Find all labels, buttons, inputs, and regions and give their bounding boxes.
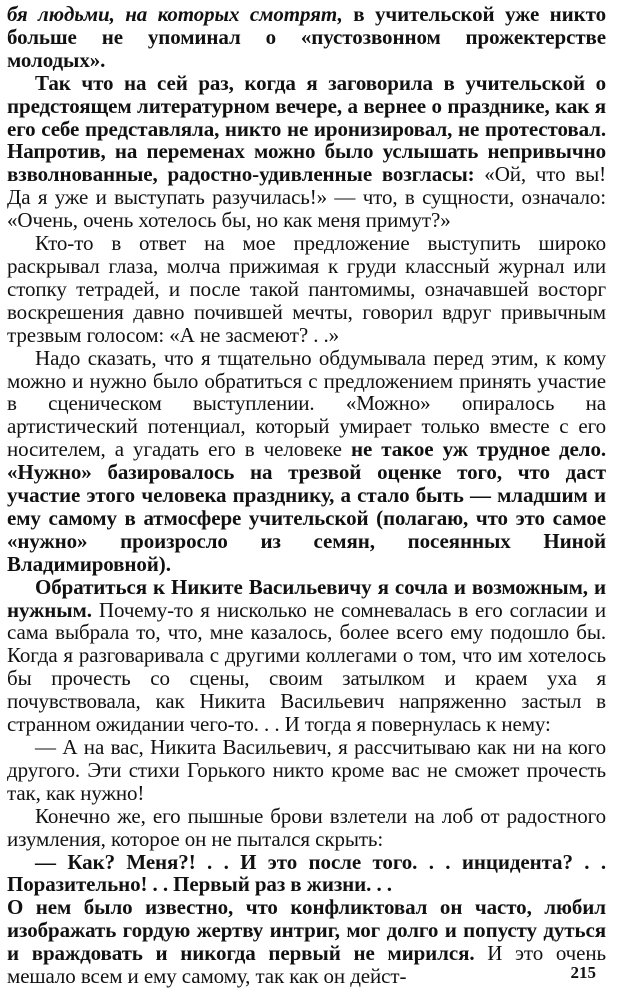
paragraph: [7, 232, 606, 347]
text-segment: Почему-то я нисколько не сомневалась в его согласии и сама выбрала то, что, мне казалось, более всего ему подошло бы. Когда я разговаривала с другими коллегами о том, что им хотелось бы прочесть со сцены, своим затылком и краем уха я почувствовала, как Никита Васильевич напряженно застыл в странном ожидании чего-то. . . И тогда я повернулась к нему:: [7, 597, 606, 737]
text-segment: не такое уж трудное дело. «Нужно» базировалось на трезвой оценке того, что даст участие этого человека празднику, а стало быть — младшим и ему самому в атмосфере учительской (полагаю, что это самое «нужно» произросло из семян, посеянных Ниной Владимировной).: [7, 437, 606, 576]
text-segment: О нем было известно, что конфликтовал он часто, любил изображать гордую жертву интриг, мог долго и попусту дуться и враждовать и никогда первый не мирился.: [7, 895, 606, 966]
body-text: [7, 3, 606, 988]
text-segment: — Как? Меня?! . . И это после того. . . инцидента? . . Поразительно! . . Первый раз в жизни. . .: [7, 849, 606, 897]
paragraph: [7, 805, 606, 851]
paragraph: [7, 896, 606, 988]
paragraph: [7, 576, 606, 736]
text-segment: бя людьми, на которых смотрят,: [7, 2, 343, 26]
paragraph: [7, 736, 606, 805]
text-segment: — А на вас, Никита Васильевич, я рассчитываю как ни на кого другого. Эти стихи Горького никто кроме вас не сможет прочесть так, как нужно!: [7, 735, 606, 805]
text-segment: в учительской уже никто больше не упоминал о «пустозвонном прожектерстве молодых».: [7, 2, 606, 72]
paragraph: [7, 72, 606, 232]
page-number: 215: [570, 963, 596, 982]
paragraph: [7, 851, 606, 897]
text-segment: И это очень мешало всем и ему самому, так как он дейст-: [7, 941, 606, 989]
text-segment: Так что на сей раз, когда я заговорила в учительской о предстоящем литературном вечере, а вернее о празднике, как я его себе представляла, никто не иронизировал, не протестовал. Напротив, на переменах можно было услышать непривычно взволнованные, радостно-удивленные возгласы:: [7, 70, 606, 187]
text-segment: Надо сказать, что я тщательно обдумывала перед этим, к кому можно и нужно было обратиться с предложением принять участие в сценическом выступлении. «Можно» опиралось на артистический потенциал, который умирает только вместе с его носителем, а угадать его в человеке: [7, 345, 606, 462]
text-segment: Конечно же, его пышные брови взлетели на лоб от радостного изумления, которое он не пытался скрыть:: [7, 803, 606, 851]
text-segment: Обратиться к Никите Васильевичу я сочла и возможным, и нужным.: [7, 574, 606, 622]
paragraph: [7, 347, 606, 576]
text-segment: Кто-то в ответ на мое предложение выступить широко раскрывал глаза, молча прижимая к груди классный журнал или стопку тетрадей, и после такой пантомимы, означавшей восторг воскрешения давно почившей мечты, говорил вдруг привычным трезвым голосом: «А не засмеют? . .»: [7, 231, 606, 347]
paragraph: [7, 3, 606, 72]
text-segment: «Ой, что вы! Да я уже и выступать разучилась!» — что, в сущности, означало: «Очень, очень хотелось бы, но как меня примут?»: [7, 162, 606, 233]
